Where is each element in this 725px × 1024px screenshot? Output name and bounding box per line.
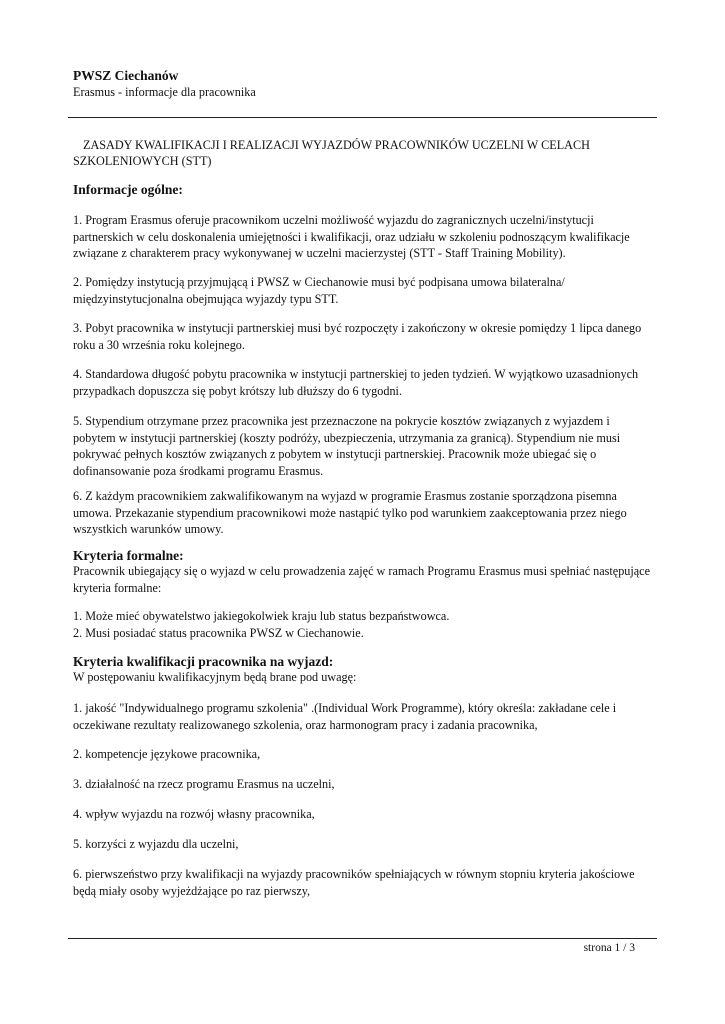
header-divider [68, 117, 657, 118]
paragraph-2: 2. Pomiędzy instytucją przyjmującą i PWSZ w Ciechanowie musi być podpisana umowa bilateralna/ międzyinstytucjonalna obejmująca wyjazdy typu STT. [73, 275, 565, 306]
qualification-item-3: 3. działalność na rzecz programu Erasmus na uczelni, [73, 777, 335, 791]
paragraph-1: 1. Program Erasmus oferuje pracownikom uczelni możliwość wyjazdu do zagranicznych uczelni/instytucji partnerskich w celu doskonalenia umiejętności i kwalifikacji, oraz udziału w szkoleniu podnoszącym kwalifikacje związane z charakterem pracy wykonywanej w uczelni macierzystej (STT - Staff Training Mobility). [73, 213, 630, 260]
section-heading-formal: Kryteria formalne: [73, 548, 184, 563]
formal-item-2: 2. Musi posiadać status pracownika PWSZ w Ciechanowie. [73, 626, 364, 640]
qualification-item-2: 2. kompetencje językowe pracownika, [73, 747, 261, 761]
qualification-intro: W postępowaniu kwalifikacyjnym będą brane pod uwagę: [73, 670, 357, 684]
formal-intro: Pracownik ubiegający się o wyjazd w celu prowadzenia zajęć w ramach Programu Erasmus musi spełniać następujące kryteria formalne: [73, 564, 650, 595]
qualification-item-5: 5. korzyści z wyjazdu dla uczelni, [73, 837, 239, 851]
paragraph-6: 6. Z każdym pracownikiem zakwalifikowanym na wyjazd w programie Erasmus zostanie sporządzona pisemna umowa. Przekazanie stypendium pracownikowi może nastąpić tylko pod warunkiem zaakceptowania przez niego wszystkich warunków umowy. [73, 489, 627, 536]
qualification-item-4: 4. wpływ wyjazdu na rozwój własny pracownika, [73, 807, 315, 821]
qualification-item-1: 1. jakość "Indywidualnego programu szkolenia" .(Individual Work Programme), który określa: zakładane cele i oczekiwane rezultaty realizowanego szkolenia, oraz harmonogram pracy i zadania pracownika, [73, 701, 617, 732]
document-subtitle: Erasmus - informacje dla pracownika [73, 85, 256, 99]
qualification-item-6: 6. pierwszeństwo przy kwalifikacji na wyjazdy pracowników spełniających w równym stopniu kryteria jakościowe będą miały osoby wyjeżdżające po raz pierwszy, [73, 867, 635, 898]
page-number: strona 1 / 3 [583, 942, 635, 954]
paragraph-4: 4. Standardowa długość pobytu pracownika w instytucji partnerskiej to jeden tydzień. W wyjątkowo uzasadnionych przypadkach dopuszcza się pobyt krótszy lub dłuższy do 6 tygodni. [73, 367, 639, 398]
section-heading-qualification: Kryteria kwalifikacji pracownika na wyjazd: [73, 654, 334, 669]
section-heading-general: Informacje ogólne: [73, 182, 183, 197]
organization-name: PWSZ Ciechanów [73, 68, 179, 83]
document-title: ZASADY KWALIFIKACJI I REALIZACJI WYJAZDÓW PRACOWNIKÓW UCZELNI W CELACH SZKOLENIOWYCH (STT) [73, 138, 590, 168]
footer-divider [68, 938, 657, 939]
paragraph-3: 3. Pobyt pracownika w instytucji partnerskiej musi być rozpoczęty i zakończony w okresie pomiędzy 1 lipca danego roku a 30 września roku kolejnego. [73, 321, 642, 352]
formal-item-1: 1. Może mieć obywatelstwo jakiegokolwiek kraju lub status bezpaństwowca. [73, 609, 450, 623]
paragraph-5: 5. Stypendium otrzymane przez pracownika jest przeznaczone na pokrycie kosztów związanych z wyjazdem i pobytem w instytucji partnerskiej (koszty podróży, ubezpieczenia, utrzymania za granicą). Stypendium nie musi pokrywać pełnych kosztów związanych z pobytem w instytucji partnerskiej. Pracownik może ubiegać się o dofinansowanie poza środkami programu Erasmus. [73, 414, 621, 478]
